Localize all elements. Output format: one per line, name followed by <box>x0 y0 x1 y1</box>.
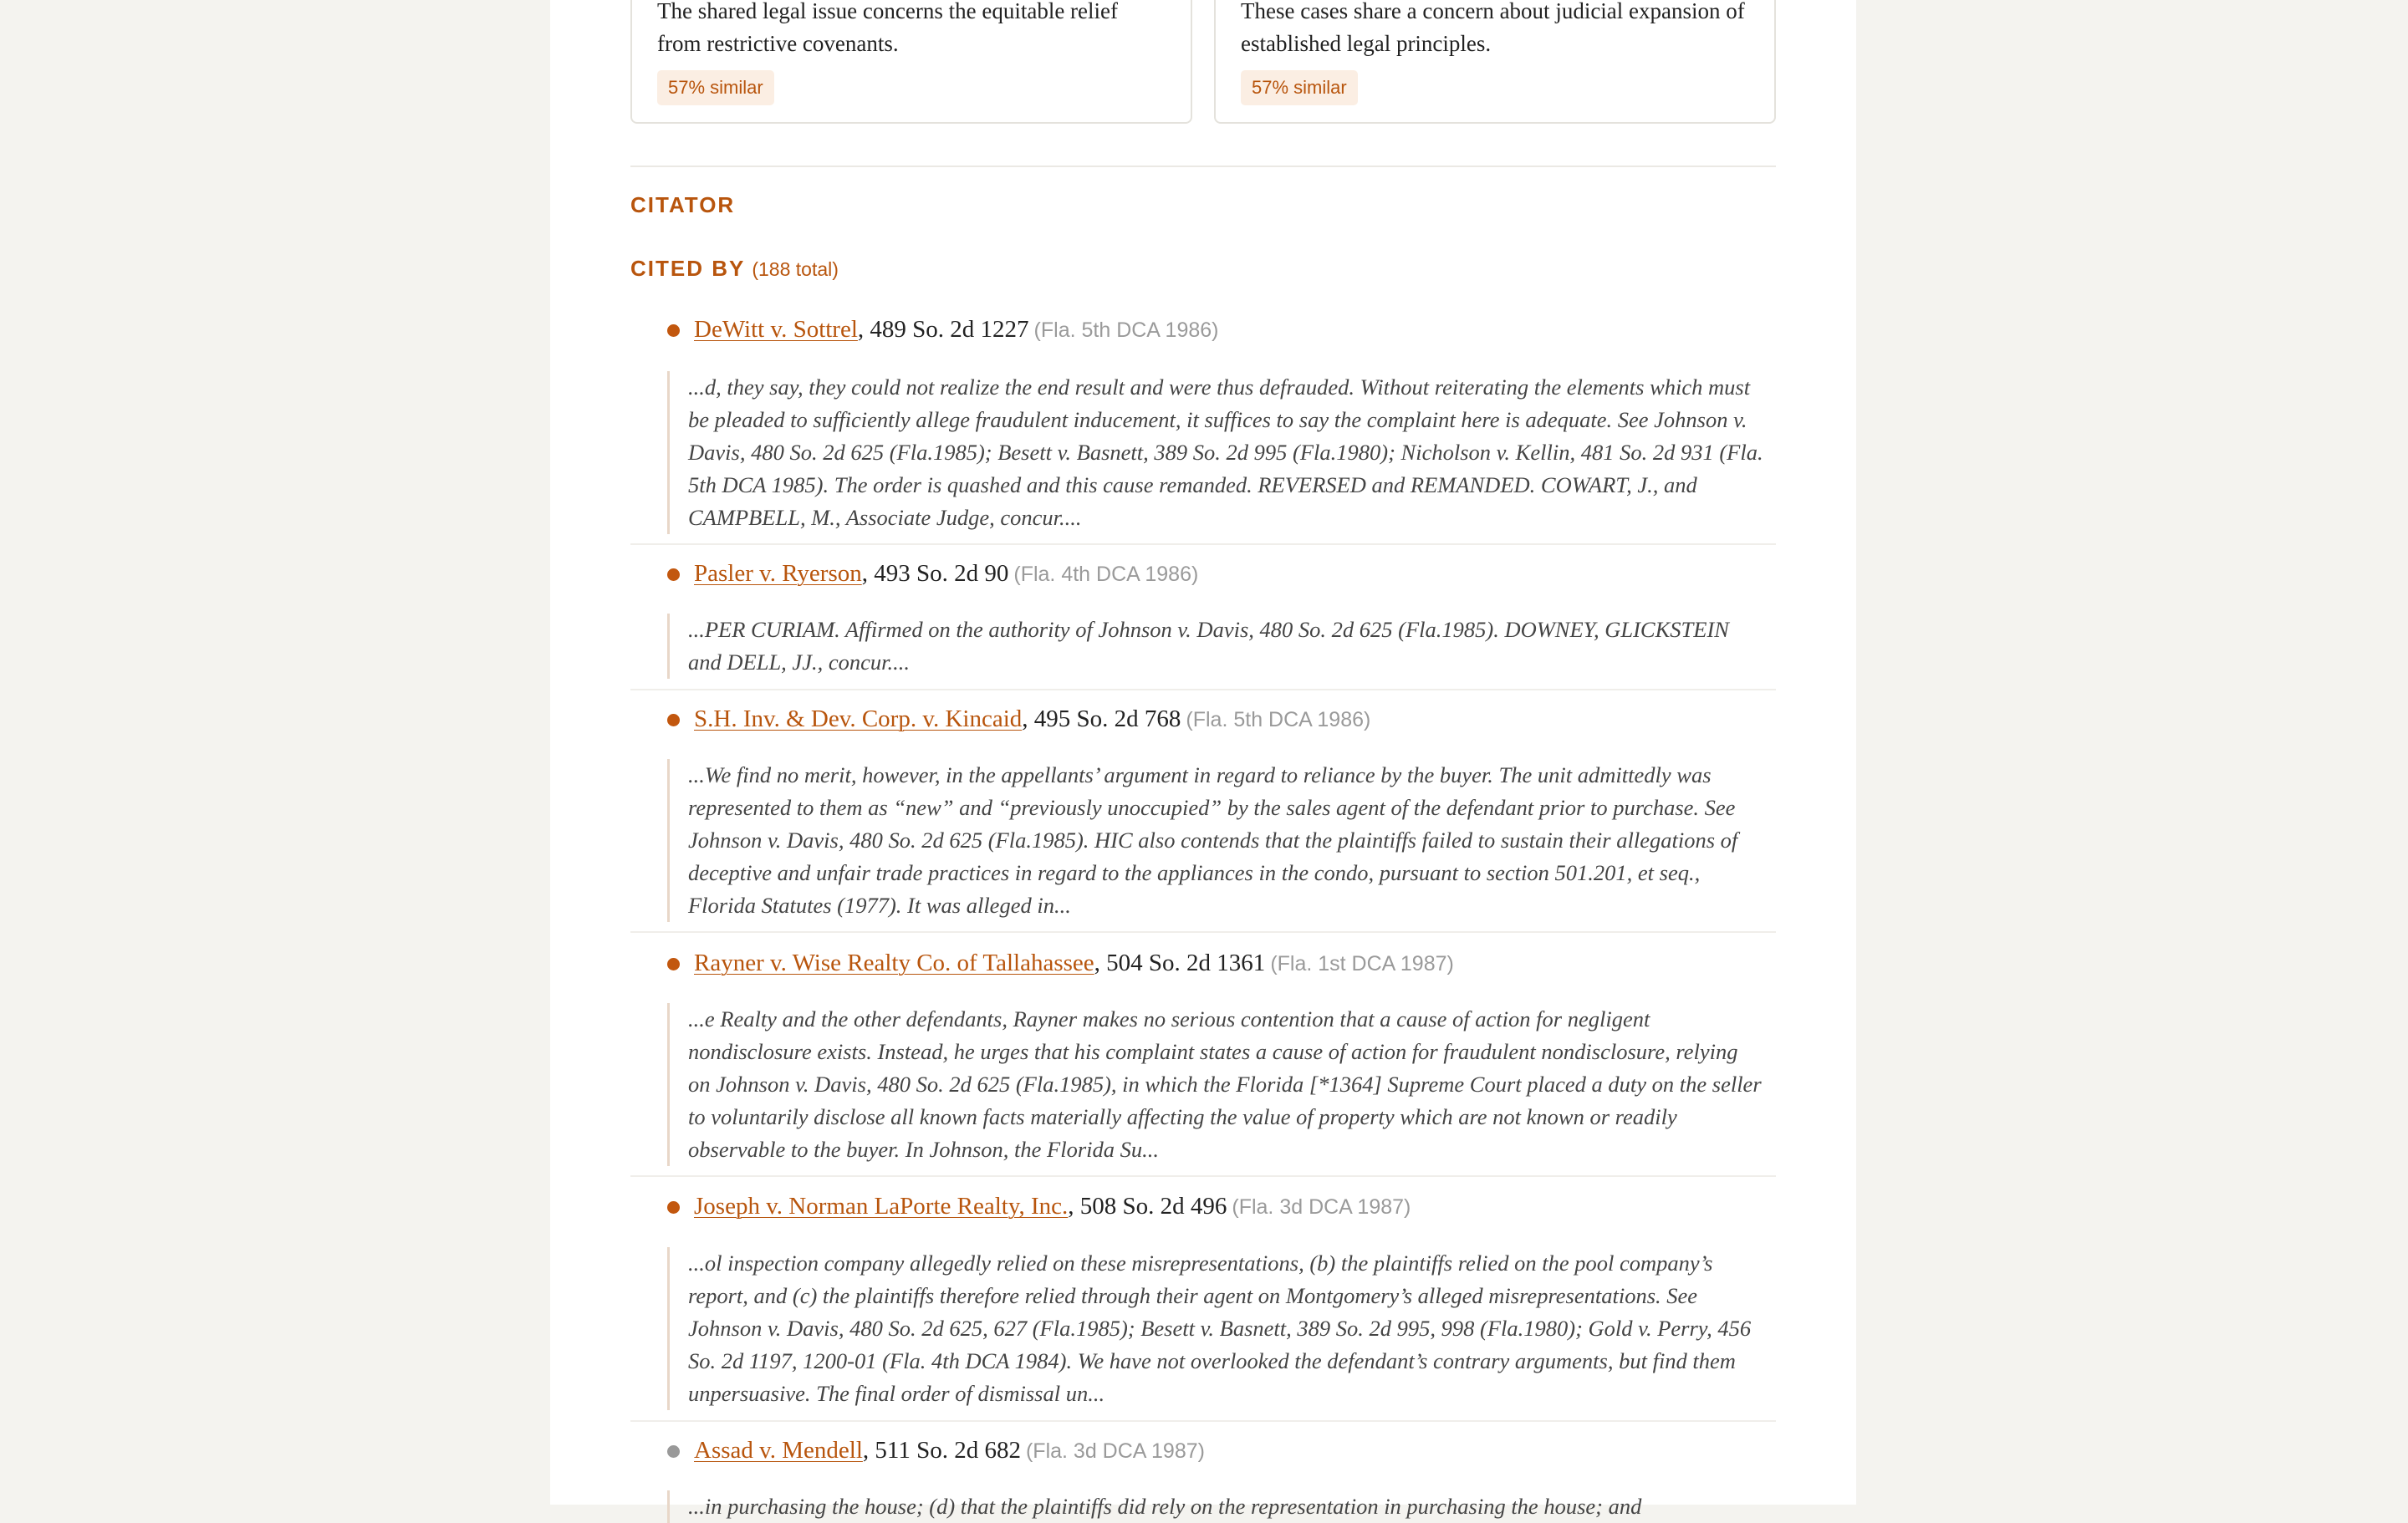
bullet-icon <box>667 324 680 337</box>
case-citation: , 504 So. 2d 1361 <box>1094 950 1266 976</box>
citing-case-header <box>694 313 1218 347</box>
similarity-badge: 57% similar <box>657 70 774 105</box>
court-year: (Fla. 3d DCA 1987) <box>1232 1195 1411 1219</box>
case-link[interactable]: Joseph v. Norman LaPorte Realty, Inc. <box>694 1193 1069 1220</box>
citing-case-header <box>694 946 1454 981</box>
similar-case-reason: The shared legal issue concerns the equitable relief from restrictive covenants. <box>657 0 1119 56</box>
case-link[interactable]: Pasler v. Ryerson <box>694 560 862 587</box>
case-excerpt: ...ol inspection company allegedly relied on these misrepresentations, (b) the plaintiffs relied on the pool company’s report, and (c) the plaintiffs therefore relied through their agent on Montgomery’s alleged misrepresentations. See Johnson v. Davis, 480 So. 2d 625, 627 (Fla.1985); Besett v. Basnett, 389 So. 2d 995, 998 (Fla.1980); Gold v. Perry, 456 So. 2d 1197, 1200-01 (Fla. 4th DCA 1984). We have not overlooked the defendant’s contrary arguments, but find them unpersuasive. The final order of dismissal un... <box>667 1247 1764 1410</box>
bullet-icon <box>667 958 680 970</box>
similar-case-card[interactable] <box>1214 0 1776 124</box>
cited-by-heading <box>630 256 839 282</box>
cited-by-count: (188 total) <box>752 258 839 280</box>
citing-case-entry <box>630 557 1776 690</box>
similar-case-card[interactable] <box>630 0 1192 124</box>
entry-divider <box>630 543 1776 545</box>
bullet-icon <box>667 568 680 581</box>
court-year: (Fla. 5th DCA 1986) <box>1033 318 1219 342</box>
citator-heading: CITATOR <box>630 192 736 217</box>
section-divider <box>630 166 1776 167</box>
case-excerpt: ...We find no merit, however, in the appellants’ argument in regard to reliance by the buyer. The unit admittedly was represented to them as “new” and “previously unoccupied” by the sales agent of the defendant prior to purchase. See Johnson v. Davis, 480 So. 2d 625 (Fla.1985). HIC also contends that the plaintiffs failed to sustain their allegations of deceptive and unfair trade practices in regard to the appliances in the condo, pursuant to section 501.201, et seq., Florida Statutes (1977). It was alleged in... <box>667 759 1764 922</box>
citing-case-header <box>694 557 1198 591</box>
bullet-icon <box>667 1445 680 1458</box>
case-citation: , 493 So. 2d 90 <box>861 560 1009 587</box>
citing-case-header <box>694 1189 1411 1224</box>
case-link[interactable]: Rayner v. Wise Realty Co. of Tallahassee <box>694 950 1094 976</box>
court-year: (Fla. 1st DCA 1987) <box>1270 952 1454 975</box>
case-excerpt: ...PER CURIAM. Affirmed on the authority of Johnson v. Davis, 480 So. 2d 625 (Fla.1985). DOWNEY, GLICKSTEIN and DELL, JJ., concur.... <box>667 614 1764 679</box>
case-citation: , 508 So. 2d 496 <box>1068 1193 1227 1220</box>
entry-divider <box>630 689 1776 690</box>
similarity-badge: 57% similar <box>1241 70 1358 105</box>
similar-cases-cards <box>630 0 1776 125</box>
bullet-icon <box>667 1201 680 1214</box>
page-column <box>550 0 1856 1519</box>
case-citation: , 495 So. 2d 768 <box>1022 705 1181 732</box>
citing-case-header <box>694 1434 1205 1468</box>
citing-case-entry <box>630 1434 1776 1519</box>
case-excerpt: ...in purchasing the house; (d) that the plaintiffs did rely on the representation in purchasing the house; and <box>667 1490 1764 1523</box>
case-citation: , 511 So. 2d 682 <box>862 1437 1021 1464</box>
cited-by-label: CITED BY <box>630 256 746 281</box>
case-excerpt: ...d, they say, they could not realize the end result and were thus defrauded. Without reiterating the elements which must be pleaded to sufficiently allege fraudulent inducement, it suffices to say the complaint here is adequate. See Johnson v. Davis, 480 So. 2d 625 (Fla.1985); Besett v. Basnett, 389 So. 2d 995 (Fla.1980); Nicholson v. Kellin, 481 So. 2d 931 (Fla. 5th DCA 1985). The order is quashed and this cause remanded. REVERSED and REMANDED. COWART, J., and CAMPBELL, M., Associate Judge, concur.... <box>667 371 1764 534</box>
citing-case-entry <box>630 1189 1776 1422</box>
case-excerpt: ...e Realty and the other defendants, Rayner makes no serious contention that a cause of action for negligent nondisclosure exists. Instead, he urges that his complaint states a cause of action for fraudulent nondisclosure, relying on Johnson v. Davis, 480 So. 2d 625 (Fla.1985), in which the Florida [*1364] Supreme Court placed a duty on the seller to voluntarily disclose all known facts materially affecting the value of property which are not known or readily observable to the buyer. In Johnson, the Florida Su... <box>667 1003 1764 1166</box>
citing-case-entry <box>630 313 1776 545</box>
bullet-icon <box>667 714 680 726</box>
entry-divider <box>630 1175 1776 1177</box>
citing-case-header <box>694 702 1370 736</box>
entry-divider <box>630 931 1776 933</box>
similar-case-reason: These cases share a concern about judicial expansion of established legal principles. <box>1241 0 1745 56</box>
court-year: (Fla. 4th DCA 1986) <box>1013 563 1199 586</box>
court-year: (Fla. 3d DCA 1987) <box>1025 1439 1205 1463</box>
citing-case-entry <box>630 946 1776 1177</box>
case-link[interactable]: DeWitt v. Sottrel <box>694 316 858 343</box>
citing-case-entry <box>630 702 1776 933</box>
court-year: (Fla. 5th DCA 1986) <box>1186 708 1371 731</box>
case-citation: , 489 So. 2d 1227 <box>857 316 1029 343</box>
case-link[interactable]: S.H. Inv. & Dev. Corp. v. Kincaid <box>694 705 1023 732</box>
entry-divider <box>630 1420 1776 1422</box>
case-link[interactable]: Assad v. Mendell <box>694 1437 863 1464</box>
